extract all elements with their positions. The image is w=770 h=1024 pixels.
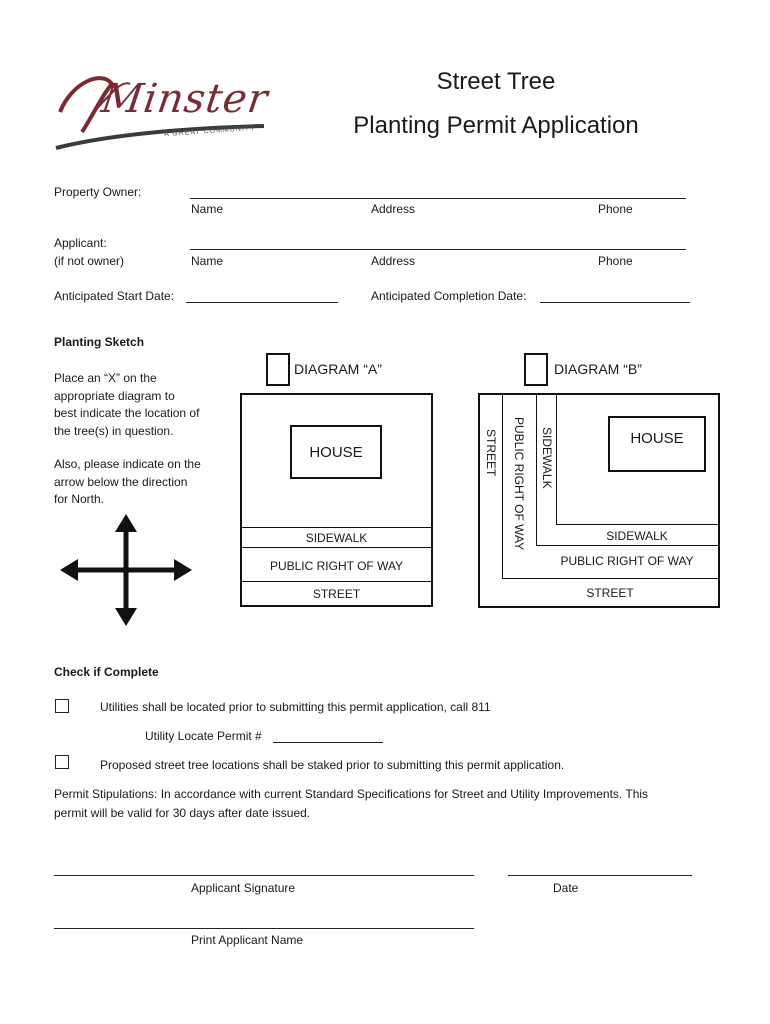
stipulations-line1: Permit Stipulations: In accordance with current Standard Specifications for Street and Utility Improvements. This	[54, 787, 649, 801]
diagram-b-checkbox[interactable]	[524, 353, 548, 386]
applicant-sublabel: (if not owner)	[54, 254, 125, 268]
applicant-signature-label: Applicant Signature	[191, 881, 296, 895]
applicant-address-caption: Address	[371, 254, 416, 268]
applicant-line[interactable]	[190, 249, 686, 250]
planting-sketch-heading: Planting Sketch	[54, 335, 145, 349]
instruction-line: Place an “X” on the	[54, 371, 157, 385]
date-line[interactable]	[508, 875, 692, 876]
diagram-a[interactable]	[240, 393, 433, 607]
utility-locate-label: Utility Locate Permit #	[145, 729, 262, 743]
start-date-label: Anticipated Start Date:	[54, 289, 175, 303]
diagram-b-vertical-row: PUBLIC RIGHT OF WAY	[512, 417, 526, 551]
logo	[52, 62, 272, 154]
utilities-text: Utilities shall be located prior to submitting this permit application, call 811	[100, 700, 491, 714]
diagram-b-vertical-street: STREET	[484, 429, 498, 477]
diagram-a-divider	[242, 581, 431, 582]
diagram-b-vertical-sidewalk: SIDEWALK	[540, 427, 554, 489]
instruction-line: the tree(s) in question.	[54, 423, 174, 438]
instruction-line: best indicate the location of	[54, 406, 200, 420]
instruction-line: Also, please indicate on the	[54, 457, 201, 471]
owner-address-caption: Address	[371, 202, 416, 216]
diagram-a-divider	[242, 547, 431, 548]
property-owner-line[interactable]	[190, 198, 686, 199]
start-date-line[interactable]	[186, 302, 338, 303]
arrow-right-icon	[174, 559, 192, 581]
instruction-line: arrow below the direction	[54, 474, 188, 489]
property-owner-label: Property Owner:	[54, 185, 142, 199]
house-label: HOUSE	[309, 444, 363, 461]
diagram-b-house	[608, 416, 706, 472]
utilities-checkbox[interactable]	[55, 699, 69, 713]
diagram-a-house	[290, 425, 382, 479]
print-name-label: Print Applicant Name	[191, 933, 304, 947]
page-title-line2: Planting Permit Application	[353, 112, 639, 139]
diagram-b-label: DIAGRAM “B”	[554, 361, 642, 377]
logo-text: Minster	[98, 76, 272, 122]
utility-locate-line[interactable]	[273, 742, 383, 743]
diagram-b[interactable]	[478, 393, 720, 608]
owner-name-caption: Name	[191, 202, 224, 216]
diagram-b-street: STREET	[586, 586, 634, 600]
check-complete-heading: Check if Complete	[54, 665, 159, 679]
arrow-down-icon	[115, 608, 137, 626]
diagram-a-label: DIAGRAM “A”	[294, 361, 382, 377]
arrow-up-icon	[115, 514, 137, 532]
staked-text: Proposed street tree locations shall be staked prior to submitting this permit application.	[100, 758, 565, 772]
applicant-name-caption: Name	[191, 254, 224, 268]
sketch-instructions-2	[54, 456, 201, 509]
applicant-label: Applicant:	[54, 236, 107, 250]
completion-date-label: Anticipated Completion Date:	[371, 289, 527, 303]
applicant-signature-line[interactable]	[54, 875, 474, 876]
print-name-line[interactable]	[54, 928, 474, 929]
diagram-a-sidewalk: SIDEWALK	[305, 531, 368, 545]
applicant-phone-caption: Phone	[598, 254, 633, 268]
diagram-a-checkbox[interactable]	[266, 353, 290, 386]
staked-checkbox[interactable]	[55, 755, 69, 769]
diagram-a-street: STREET	[312, 587, 361, 601]
diagram-a-divider	[242, 527, 431, 528]
diagram-b-row: PUBLIC RIGHT OF WAY	[560, 554, 694, 568]
instruction-line: for North.	[54, 492, 105, 506]
instruction-line: appropriate diagram to	[54, 388, 175, 403]
owner-phone-caption: Phone	[598, 202, 633, 216]
logo-tagline: A GREAT COMMUNITY	[163, 124, 256, 139]
diagram-a-row: PUBLIC RIGHT OF WAY	[269, 559, 404, 573]
north-direction-arrows[interactable]	[58, 512, 194, 628]
date-label: Date	[553, 881, 579, 895]
diagram-b-sidewalk: SIDEWALK	[606, 529, 668, 543]
stipulations-line2: permit will be valid for 30 days after date issued.	[54, 806, 311, 820]
page-title-line1: Street Tree	[436, 68, 556, 95]
sketch-instructions-1	[54, 370, 199, 440]
house-label: HOUSE	[630, 430, 684, 447]
arrow-left-icon	[60, 559, 78, 581]
completion-date-line[interactable]	[540, 302, 690, 303]
